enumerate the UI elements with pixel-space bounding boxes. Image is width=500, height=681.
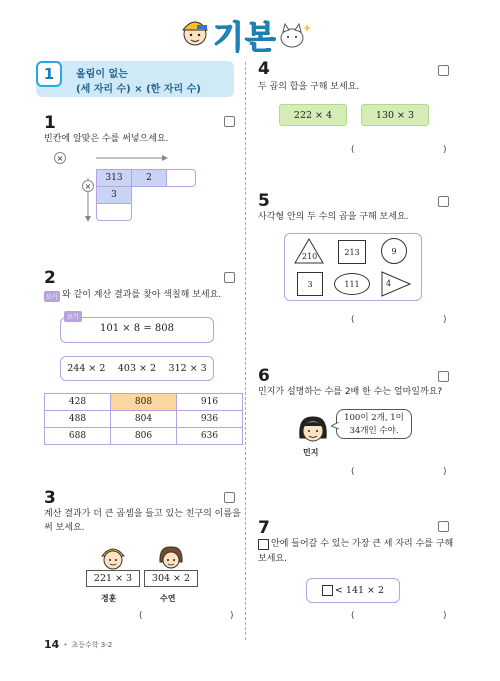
grid-cell-highlighted[interactable]: 808: [111, 394, 177, 411]
q2-example-tag-label: 보기: [67, 314, 79, 321]
q4-expr-2: 130 × 3: [375, 109, 415, 121]
q4-answer-field[interactable]: [358, 144, 442, 156]
table-row: [45, 411, 243, 428]
q2-example-tag: [64, 311, 82, 322]
header: [0, 0, 500, 60]
q6-answer-close: ): [443, 467, 447, 477]
q4-expr-box-1: [279, 104, 347, 126]
grid-cell[interactable]: 936: [177, 411, 243, 428]
q2-answer-grid: [44, 393, 243, 445]
q7-answer-close: ): [443, 611, 447, 621]
q7-answer-open: (: [351, 611, 355, 621]
grid-cell[interactable]: 636: [177, 428, 243, 445]
q2-tag: [44, 291, 60, 302]
q3-card-2: 304 × 2: [144, 570, 198, 587]
q3-card-1: 221 × 3: [86, 570, 140, 587]
q6-text: 민지가 설명하는 수를 2배 한 수는 얼마일까요?: [258, 387, 443, 397]
grid-cell[interactable]: 428: [45, 394, 111, 411]
ellipse-value: 111: [344, 279, 360, 289]
q4-number: 4: [258, 59, 270, 79]
times-symbol: ×: [56, 153, 64, 163]
girl-minji-avatar-icon: [296, 414, 330, 446]
q2-checkbox[interactable]: [224, 272, 235, 283]
q4-checkbox[interactable]: [438, 65, 449, 76]
circle-shape: [381, 238, 407, 264]
q2-expr-2: 403 × 2: [117, 363, 157, 374]
q1-op-vertical: [82, 180, 94, 192]
q3-answer-field[interactable]: [146, 610, 230, 622]
q4-expr-1: 222 × 4: [293, 109, 333, 121]
mascot-boy-icon: [177, 16, 213, 52]
times-symbol: ×: [84, 181, 92, 191]
q5-text: 사각형 안의 두 수의 곱을 구해 보세요.: [258, 212, 409, 222]
q6-speech-line1: 100이 2개, 1이: [344, 413, 404, 423]
q5-answer-close: ): [443, 315, 447, 325]
section-number: 1: [43, 65, 55, 83]
q2-expr-1: 244 × 2: [67, 363, 106, 374]
q1-number: 1: [44, 113, 56, 133]
grid-cell[interactable]: 688: [45, 428, 111, 445]
q4-answer-open: (: [351, 145, 355, 155]
q3-checkbox[interactable]: [224, 492, 235, 503]
q3-text-line2: 써 보세요.: [44, 523, 85, 533]
book-title: 초등수학 3-2: [71, 640, 113, 649]
column-divider: [245, 62, 246, 640]
q1-text: 빈칸에 알맞은 수를 써넣으세요.: [44, 134, 169, 144]
q5-checkbox[interactable]: [438, 196, 449, 207]
q1-cell-b: [131, 169, 167, 187]
right-triangle-value: 4: [386, 279, 392, 288]
table-row: [45, 394, 243, 411]
q7-blank-box[interactable]: [322, 585, 333, 596]
q6-checkbox[interactable]: [438, 371, 449, 382]
q1-value-a: 313: [105, 173, 123, 183]
square-value-1: 213: [344, 247, 360, 257]
triangle-value: 210: [302, 252, 318, 261]
q6-answer-open: (: [351, 467, 355, 477]
footer: [44, 638, 112, 651]
q6-answer-field[interactable]: [358, 466, 442, 478]
q1-answer-cell-bottom[interactable]: [96, 203, 132, 221]
section-title-line1: 올림이 없는: [76, 69, 128, 80]
circle-value: 9: [391, 246, 397, 256]
q6-number: 6: [258, 366, 270, 386]
page-number: 14: [44, 638, 60, 651]
grid-cell[interactable]: 916: [177, 394, 243, 411]
square-shape-1: [338, 240, 366, 264]
q4-expr-box-2: [361, 104, 429, 126]
q7-checkbox[interactable]: [438, 521, 449, 532]
q7-number: 7: [258, 518, 270, 538]
grid-cell[interactable]: 804: [111, 411, 177, 428]
ellipse-shape: [334, 273, 370, 295]
footer-bullet: •: [63, 640, 68, 649]
q3-answer-close: ): [230, 611, 234, 621]
q3-number: 3: [44, 488, 56, 508]
table-row: [45, 428, 243, 445]
square-shape-2: [297, 272, 323, 296]
q2-expr-box: [60, 356, 214, 381]
q2-example: 101 × 8 = 808: [99, 323, 174, 334]
q7-text-line2: 보세요.: [258, 554, 287, 564]
q1-cell-a: [96, 169, 132, 187]
q7-text-line1: 안에 들어갈 수 있는 가장 큰 세 자리 수를 구해: [271, 539, 454, 549]
q1-value-b: 2: [146, 173, 152, 183]
girl-avatar-icon: [156, 544, 186, 572]
mascot-cat-icon: [277, 20, 311, 50]
q1-value-c: 3: [111, 190, 117, 200]
q5-number: 5: [258, 191, 270, 211]
q6-speech-line2: 34개인 수야.: [349, 426, 399, 436]
q1-checkbox[interactable]: [224, 116, 235, 127]
grid-cell[interactable]: 806: [111, 428, 177, 445]
section-number-badge: [36, 61, 62, 87]
q7-expr: < 141 × 2: [334, 585, 385, 596]
q3-answer-open: (: [139, 611, 143, 621]
page-title: 기본: [213, 18, 277, 56]
q2-tag-label: 보기: [46, 294, 58, 301]
q5-answer-open: (: [351, 315, 355, 325]
q2-expr-3: 312 × 3: [168, 363, 207, 374]
q2-text: 와 같이 계산 결과를 찾아 색칠해 보세요.: [62, 290, 222, 300]
q1-cell-c: [96, 186, 132, 204]
q7-answer-field[interactable]: [358, 610, 442, 622]
q7-inline-blank-box: [258, 539, 269, 550]
q2-number: 2: [44, 268, 56, 288]
q3-text-line1: 계산 결과가 더 큰 곱셈을 들고 있는 친구의 이름을: [44, 509, 241, 519]
q7-expr-box: [306, 578, 400, 603]
q4-text: 두 곱의 합을 구해 보세요.: [258, 82, 360, 92]
square-value-2: 3: [307, 279, 313, 289]
boy-avatar-icon: [98, 544, 128, 572]
grid-cell[interactable]: 488: [45, 411, 111, 428]
q5-answer-field[interactable]: [358, 314, 442, 326]
q3-name-2: 수연: [160, 594, 176, 603]
q3-name-1: 경훈: [101, 594, 117, 603]
q1-op-horizontal: [54, 152, 66, 164]
q1-answer-cell-right[interactable]: [166, 169, 196, 187]
q6-name: 민지: [303, 448, 319, 457]
q4-answer-close: ): [443, 145, 447, 155]
section-title-line2: (세 자리 수) × (한 자리 수): [76, 84, 201, 95]
